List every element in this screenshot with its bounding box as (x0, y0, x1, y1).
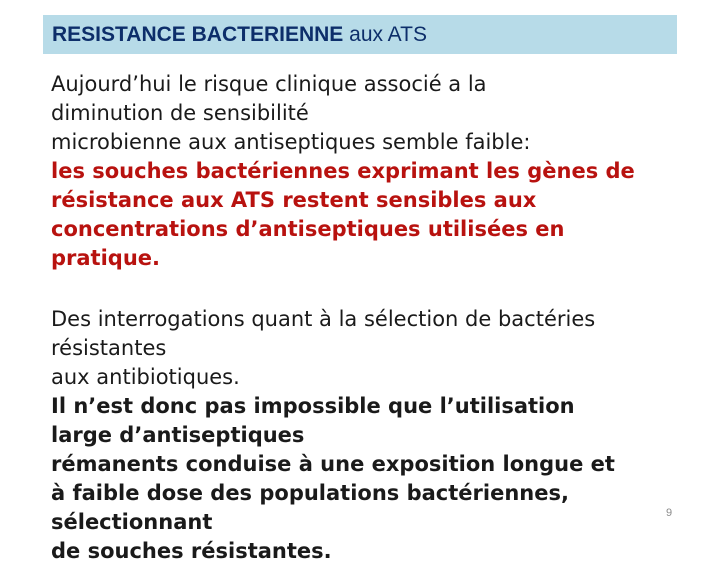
slide-title-bold: RESISTANCE BACTERIENNE (52, 22, 344, 46)
text-line: microbienne aux antiseptiques semble faible: (51, 130, 531, 154)
text-line: aux antibiotiques. (51, 365, 240, 389)
slide-title (52, 23, 427, 47)
bold-line: de souches résistantes. (51, 539, 332, 563)
page-number: 9 (666, 507, 673, 519)
slide-title-rest: aux ATS (343, 22, 427, 46)
paragraph-clinical-risk (51, 70, 651, 273)
bold-line: sélectionnant (51, 510, 213, 534)
slide-body (51, 70, 651, 566)
slide-title-bar (43, 15, 677, 54)
emphasis-line: les souches bactériennes exprimant les gènes de (51, 159, 635, 183)
emphasis-line: concentrations d’antiseptiques utilisées en (51, 217, 565, 241)
text-line: résistantes (51, 336, 167, 360)
emphasis-line: résistance aux ATS restent sensibles aux (51, 188, 537, 212)
bold-line: à faible dose des populations bactériennes, (51, 481, 569, 505)
bold-line: large d’antiseptiques (51, 423, 305, 447)
text-line: diminution de sensibilité (51, 101, 309, 125)
emphasis-line: pratique. (51, 246, 160, 270)
bold-line: rémanents conduise à une exposition longue et (51, 452, 615, 476)
paragraph-selection (51, 305, 651, 566)
bold-line: Il n’est donc pas impossible que l’utilisation (51, 394, 575, 418)
text-line: Des interrogations quant à la sélection de bactéries (51, 307, 596, 331)
text-line: Aujourd’hui le risque clinique associé a la (51, 72, 487, 96)
